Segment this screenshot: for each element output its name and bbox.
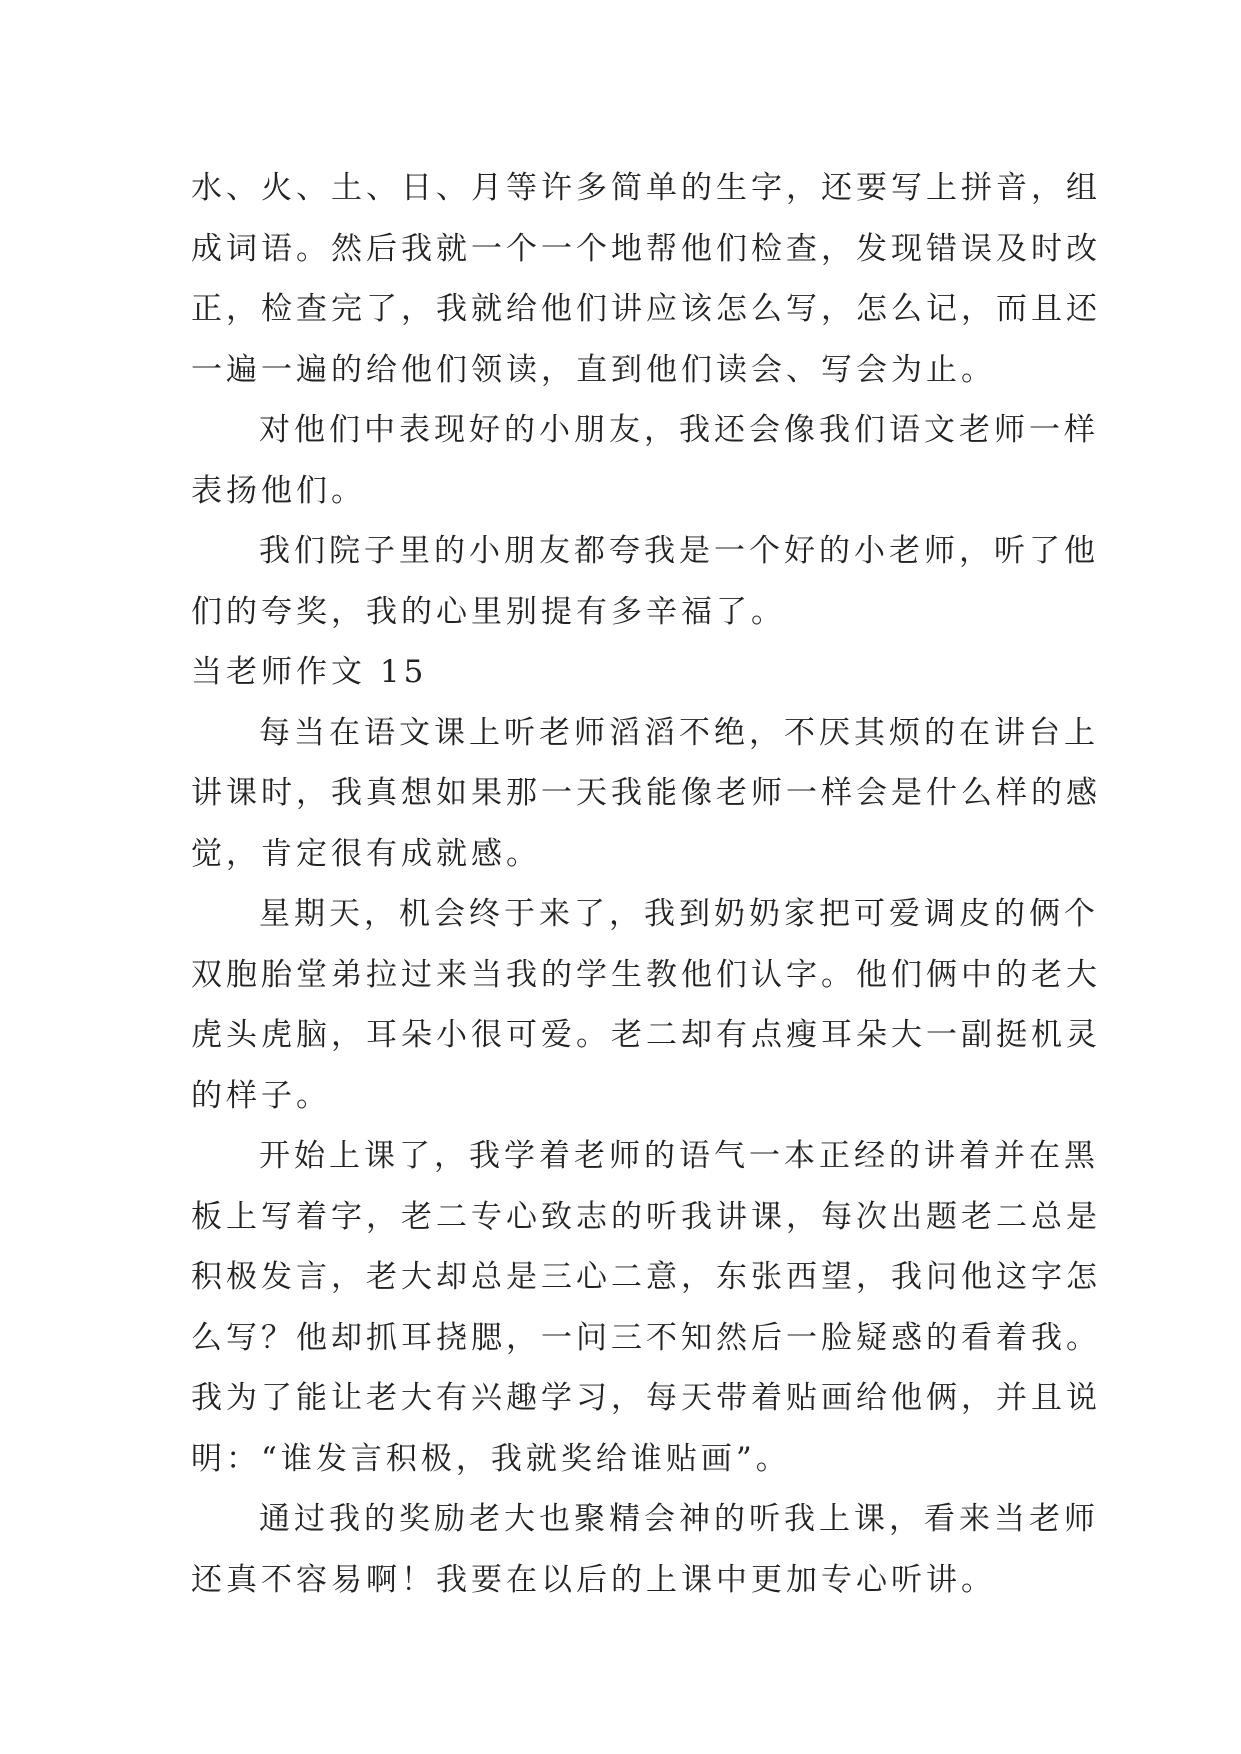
text-line: 表扬他们。: [191, 472, 366, 509]
text-line: 们的夸奖，我的心里别提有多辛福了。: [191, 593, 786, 630]
text-line: 的样子。: [191, 1077, 331, 1114]
text-line: 水、火、土、日、月等许多简单的生字，还要写上拼音，组: [191, 170, 1101, 206]
text-line: 积极发言，老大却总是三心二意，东张西望，我问他这字怎: [191, 1259, 1101, 1295]
text-line: 还真不容易啊！我要在以后的上课中更加专心听讲。: [191, 1561, 996, 1598]
section-heading: 当老师作文 15: [191, 654, 428, 690]
text-line: 我为了能让老大有兴趣学习，每天带着贴画给他俩，并且说: [191, 1380, 1101, 1416]
text-line: 明：“谁发言积极，我就奖给谁贴画”。: [191, 1440, 791, 1477]
document-body: [191, 158, 1101, 1610]
paragraph-first-line: 开始上课了，我学着老师的语气一本正经的讲着并在黑: [259, 1138, 1099, 1174]
text-line: 么写？他却抓耳挠腮，一问三不知然后一脸疑惑的看着我。: [191, 1319, 1101, 1356]
text-line: 一遍一遍的给他们领读，直到他们读会、写会为止。: [191, 351, 996, 388]
text-line: 觉，肯定很有成就感。: [191, 835, 541, 872]
text-line: 双胞胎堂弟拉过来当我的学生教他们认字。他们俩中的老大: [191, 956, 1101, 993]
paragraph-first-line: 我们院子里的小朋友都夸我是一个好的小老师，听了他: [259, 533, 1099, 569]
text-line: 讲课时，我真想如果那一天我能像老师一样会是什么样的感: [191, 775, 1101, 811]
paragraph-first-line: 星期天，机会终于来了，我到奶奶家把可爱调皮的俩个: [259, 896, 1099, 932]
paragraph-first-line: 对他们中表现好的小朋友，我还会像我们语文老师一样: [259, 412, 1099, 448]
text-line: 板上写着字，老二专心致志的听我讲课，每次出题老二总是: [191, 1198, 1101, 1235]
text-line: 虎头虎脑，耳朵小很可爱。老二却有点瘦耳朵大一副挺机灵: [191, 1017, 1101, 1053]
text-line: 正，检查完了，我就给他们讲应该怎么写，怎么记，而且还: [191, 291, 1101, 327]
paragraph-first-line: 通过我的奖励老大也聚精会神的听我上课，看来当老师: [259, 1501, 1099, 1537]
paragraph-first-line: 每当在语文课上听老师滔滔不绝，不厌其烦的在讲台上: [259, 714, 1099, 751]
text-line: 成词语。然后我就一个一个地帮他们检查，发现错误及时改: [191, 230, 1101, 267]
